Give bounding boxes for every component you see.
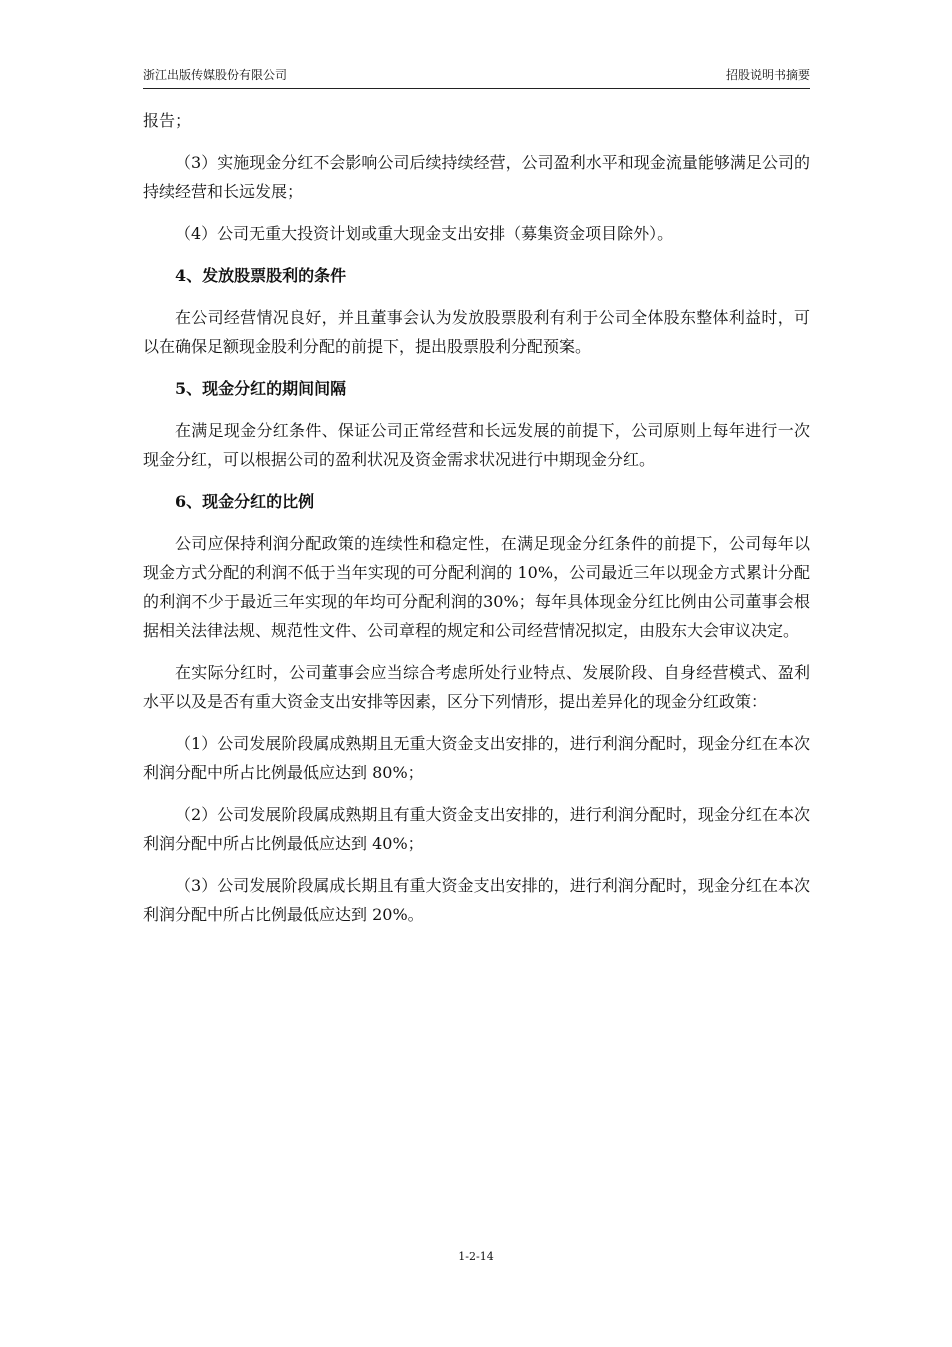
paragraph-dividend-ratio: 公司应保持利润分配政策的连续性和稳定性，在满足现金分红条件的前提下，公司每年以现金方式分配的利润不低于当年实现的可分配利润的 10%，公司最近三年以现金方式累计分配的利润不少于最近三年实现的年均可分配利润的30%；每年具体现金分红比例由公司董事会根据相关法律法规、规范性文件、公司章程的规定和公司经营情况拟定，由股东大会审议决定。 bbox=[143, 534, 810, 640]
page-header bbox=[143, 62, 810, 89]
page-number: 1-2-14 bbox=[458, 1250, 494, 1263]
paragraph-case-1: （1）公司发展阶段属成熟期且无重大资金支出安排的，进行利润分配时，现金分红在本次利润分配中所占比例最低应达到 80%； bbox=[143, 734, 810, 782]
paragraph-condition-4: （4）公司无重大投资计划或重大现金支出安排（募集资金项目除外）。 bbox=[175, 224, 674, 243]
heading-stock-dividend-conditions: 4、发放股票股利的条件 bbox=[175, 266, 347, 285]
header-company-name: 浙江出版传媒股份有限公司 bbox=[143, 68, 288, 82]
header-document-type: 招股说明书摘要 bbox=[725, 68, 810, 82]
paragraph-differentiated-policy: 在实际分红时，公司董事会应当综合考虑所处行业特点、发展阶段、自身经营模式、盈利水平以及是否有重大资金支出安排等因素，区分下列情形，提出差异化的现金分红政策： bbox=[143, 663, 810, 711]
paragraph-case-2: （2）公司发展阶段属成熟期且有重大资金支出安排的，进行利润分配时，现金分红在本次利润分配中所占比例最低应达到 40%； bbox=[143, 805, 810, 853]
paragraph-case-3: （3）公司发展阶段属成长期且有重大资金支出安排的，进行利润分配时，现金分红在本次利润分配中所占比例最低应达到 20%。 bbox=[143, 876, 810, 924]
paragraph-continuation: 报告； bbox=[143, 111, 192, 130]
document-body bbox=[143, 106, 810, 942]
paragraph-stock-dividend: 在公司经营情况良好，并且董事会认为发放股票股利有利于公司全体股东整体利益时，可以在确保足额现金股利分配的前提下，提出股票股利分配预案。 bbox=[143, 308, 810, 356]
heading-dividend-ratio: 6、现金分红的比例 bbox=[175, 492, 315, 511]
heading-dividend-interval: 5、现金分红的期间间隔 bbox=[175, 379, 347, 398]
paragraph-dividend-interval: 在满足现金分红条件、保证公司正常经营和长远发展的前提下，公司原则上每年进行一次现金分红，可以根据公司的盈利状况及资金需求状况进行中期现金分红。 bbox=[143, 421, 810, 469]
paragraph-condition-3: （3）实施现金分红不会影响公司后续持续经营，公司盈利水平和现金流量能够满足公司的持续经营和长远发展； bbox=[143, 153, 810, 201]
